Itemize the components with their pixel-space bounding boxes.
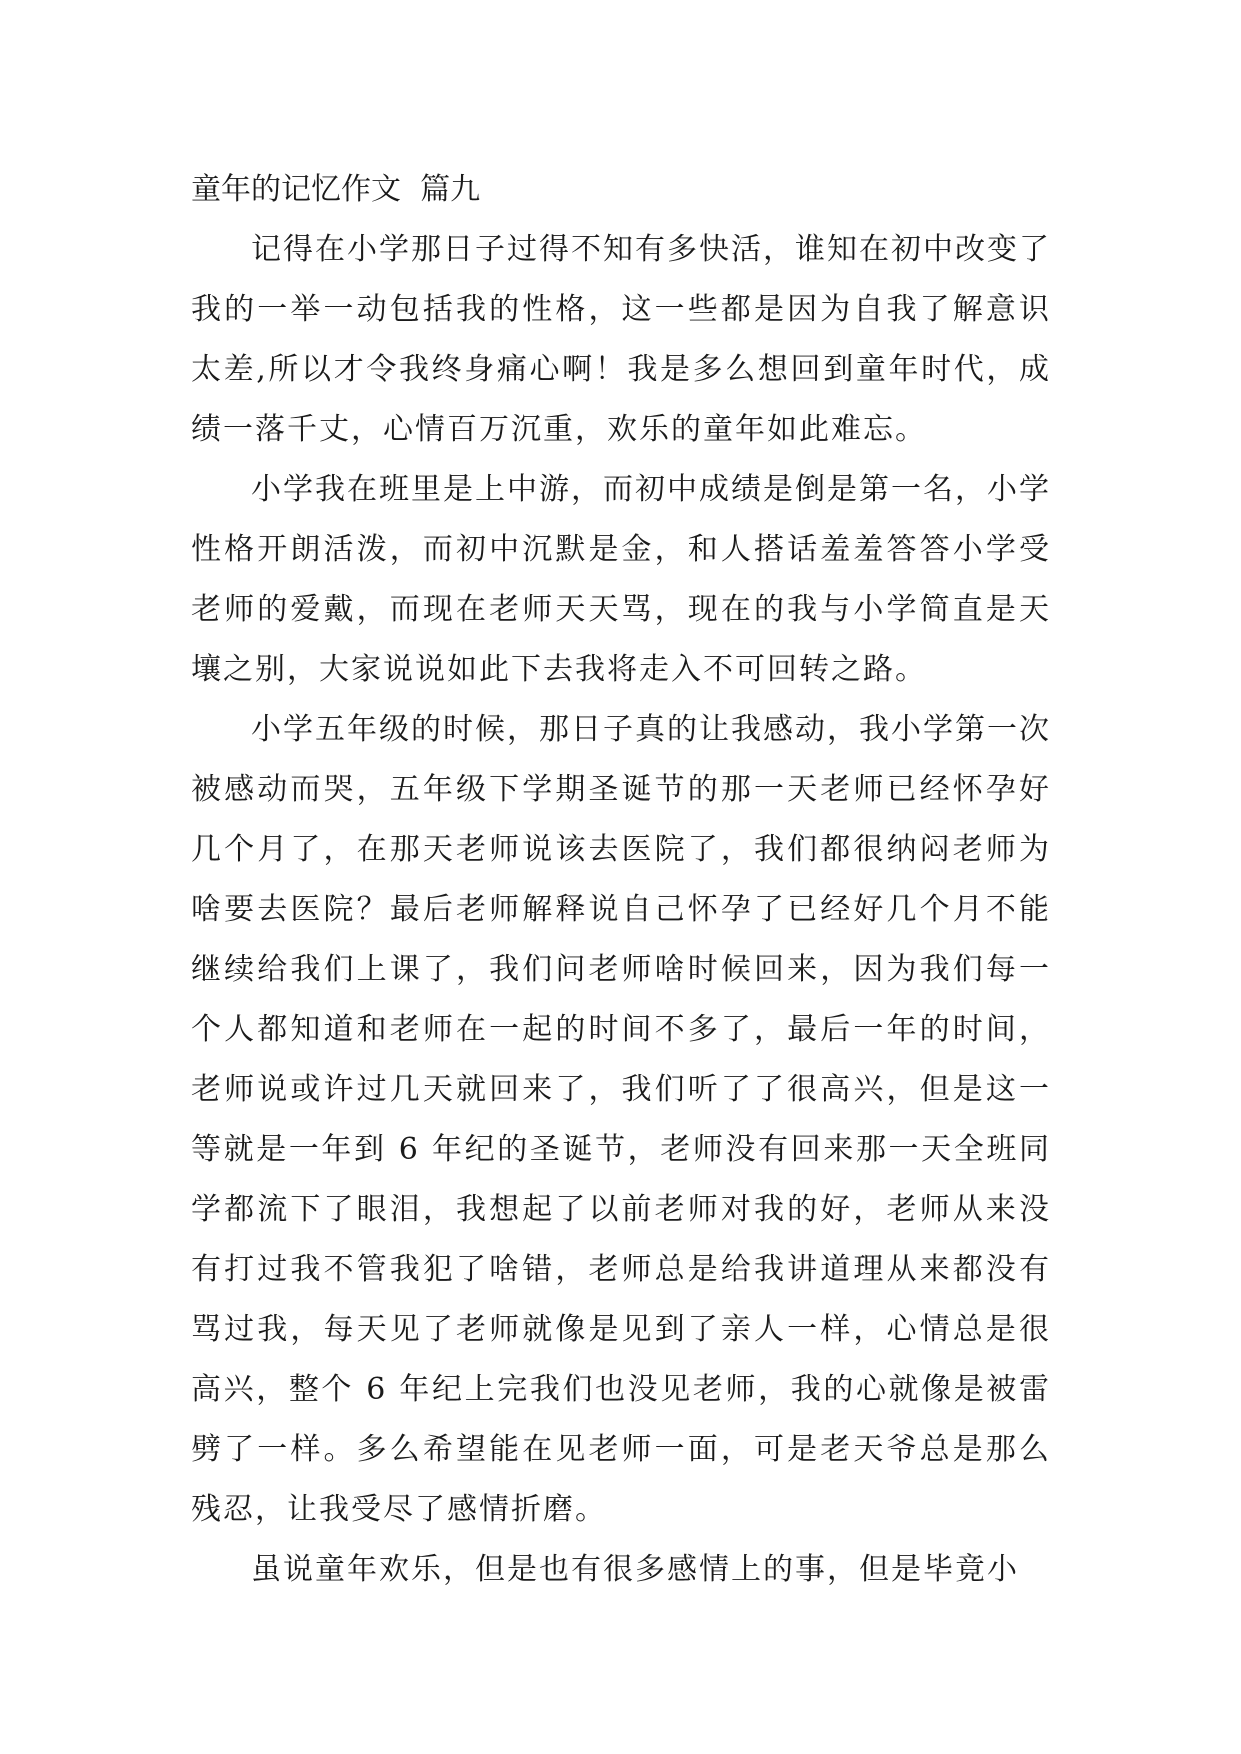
paragraph-4: 虽说童年欢乐，但是也有很多感情上的事，但是毕竟小: [251, 1552, 1019, 1587]
paragraph-3: 小学五年级的时候，那日子真的让我感动，我小学第一次被感动而哭，五年级下学期圣诞节的那一天老师已经怀孕好几个月了，在那天老师说该去医院了，我们都很纳闷老师为啥要去医院？最后老师解释说自己怀孕了已经好几个月不能继续给我们上课了，我们问老师啥时候回来，因为我们每一个人都知道和老师在一起的时间不多了，最后一年的时间，老师说或许过几天就回来了，我们听了了很高兴，但是这一等就是一年到 6 年纪的圣诞节，老师没有回来那一天全班同学都流下了眼泪，我想起了以前老师对我的好，老师从来没有打过我不管我犯了啥错，老师总是给我讲道理从来都没有骂过我，每天见了老师就像是见到了亲人一样，心情总是很高兴，整个 6 年纪上完我们也没见老师，我的心就像是被雷劈了一样。多么希望能在见老师一面，可是老天爷总是那么残忍，让我受尽了感情折磨。: [191, 712, 1051, 1527]
document-title: 童年的记忆作文 篇九: [191, 172, 481, 207]
paragraph-1: 记得在小学那日子过得不知有多快活，谁知在初中改变了我的一举一动包括我的性格，这一些都是因为自我了解意识太差,所以才令我终身痛心啊！我是多么想回到童年时代，成绩一落千丈，心情百万沉重，欢乐的童年如此难忘。: [191, 232, 1051, 447]
document-body: [191, 160, 1051, 1600]
paragraph-2: 小学我在班里是上中游，而初中成绩是倒是第一名，小学性格开朗活泼，而初中沉默是金，和人搭话羞羞答答小学受老师的爱戴，而现在老师天天骂，现在的我与小学简直是天壤之别，大家说说如此下去我将走入不可回转之路。: [191, 472, 1051, 687]
